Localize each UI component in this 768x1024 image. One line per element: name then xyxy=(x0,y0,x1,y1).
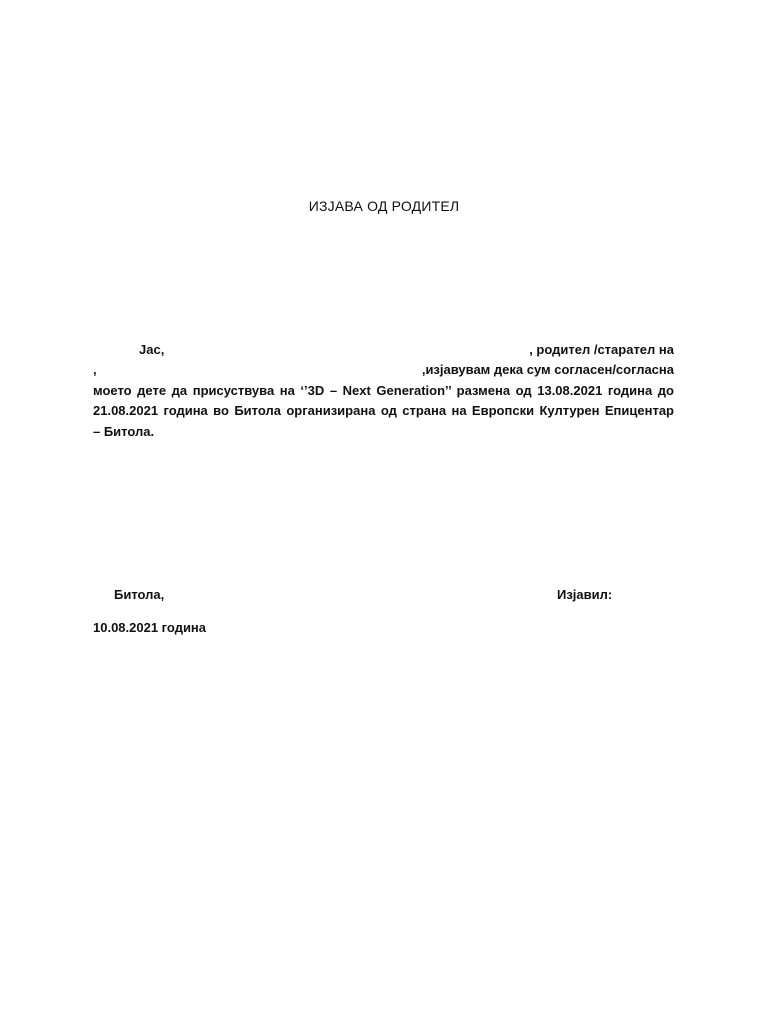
statement-line5: – Битола. xyxy=(93,424,155,439)
statement-line3: моето дете да присуствува на ‘’3D – Next Generation’’ размена од 13.08.2021 година до xyxy=(93,383,674,398)
statement-line2-start: , xyxy=(93,362,97,377)
document-title: ИЗЈАВА ОД РОДИТЕЛ xyxy=(308,198,460,214)
statement-line2-end: ,изјавувам дека сум согласен/согласна xyxy=(421,362,674,377)
place-label: Битола, xyxy=(114,587,165,602)
statement-line1-end: , родител /старател на xyxy=(529,342,674,357)
date-label: 10.08.2021 година xyxy=(93,620,207,635)
statement-line1-start: Јас, xyxy=(139,342,165,357)
statement-line4: 21.08.2021 година во Битола организирана од страна на Европски Културен Епицентар xyxy=(93,403,674,418)
signed-label: Изјавил: xyxy=(557,587,613,602)
